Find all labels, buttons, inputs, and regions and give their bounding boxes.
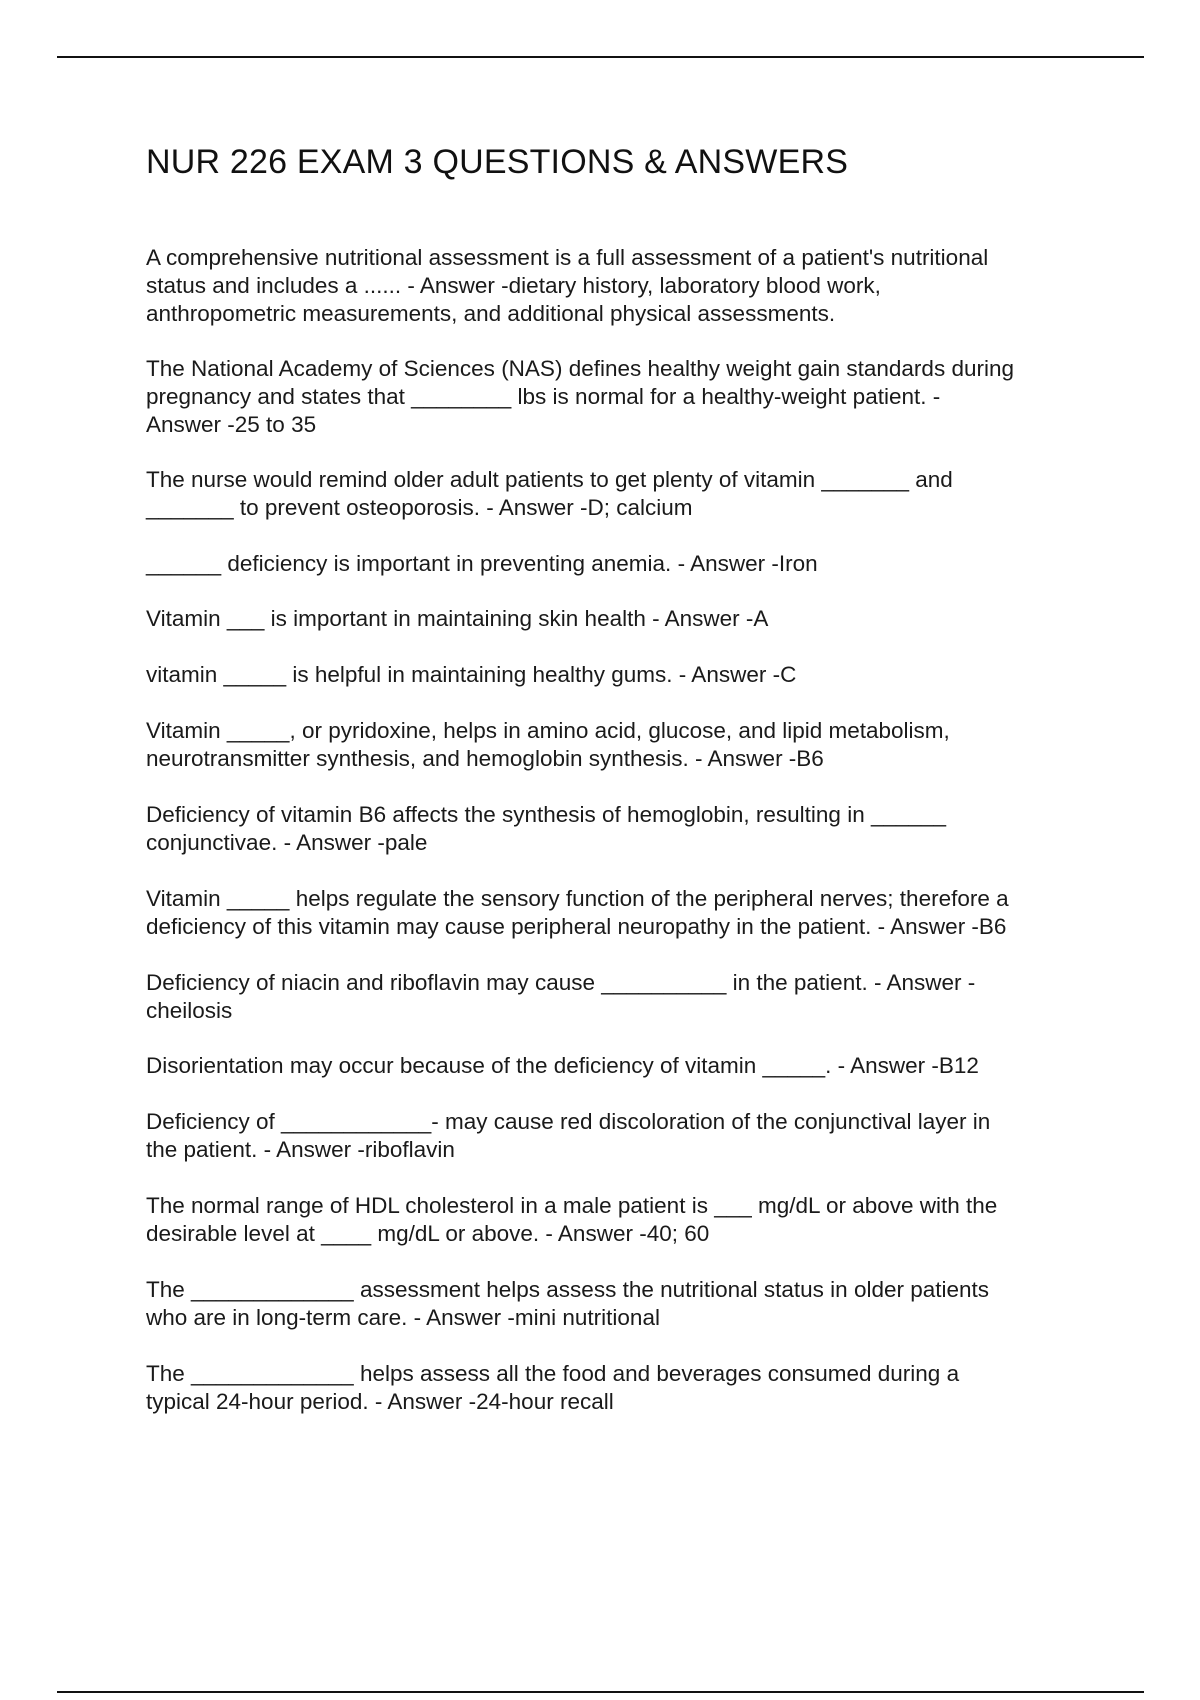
- page-title: NUR 226 EXAM 3 QUESTIONS & ANSWERS: [146, 143, 849, 181]
- qa-item-9: Vitamin _____ helps regulate the sensory function of the peripheral nerves; therefore a deficiency of this vitamin may cause peripheral neuropathy in the patient. - Answer -B6: [146, 886, 1009, 939]
- qa-item-4: ______ deficiency is important in preventing anemia. - Answer -Iron: [146, 551, 818, 576]
- qa-item-5: Vitamin ___ is important in maintaining skin health - Answer -A: [146, 606, 769, 631]
- qa-item-11: Disorientation may occur because of the deficiency of vitamin _____. - Answer -B12: [146, 1053, 979, 1078]
- qa-item-10: Deficiency of niacin and riboflavin may cause __________ in the patient. - Answer - cheilosis: [146, 970, 976, 1023]
- qa-item-1: A comprehensive nutritional assessment is a full assessment of a patient's nutritional status and includes a ...... - Answer -dietary history, laboratory blood work, anthropometric measurements, and additional physical assessments.: [146, 245, 989, 326]
- qa-item-15: The _____________ helps assess all the food and beverages consumed during a typical 24-hour period. - Answer -24-hour recall: [146, 1361, 960, 1414]
- qa-item-14: The _____________ assessment helps assess the nutritional status in older patients who are in long-term care. - Answer -mini nutritional: [146, 1277, 990, 1330]
- qa-item-7: Vitamin _____, or pyridoxine, helps in amino acid, glucose, and lipid metabolism, neurotransmitter synthesis, and hemoglobin synthesis. - Answer -B6: [146, 718, 950, 771]
- qa-item-2: The National Academy of Sciences (NAS) defines healthy weight gain standards during pregnancy and states that ________ lbs is normal for a healthy-weight patient. - Answer -25 to 35: [146, 356, 1014, 437]
- qa-item-8: Deficiency of vitamin B6 affects the synthesis of hemoglobin, resulting in ______ conjunctivae. - Answer -pale: [146, 802, 947, 855]
- qa-item-6: vitamin _____ is helpful in maintaining healthy gums. - Answer -C: [146, 662, 797, 687]
- qa-item-13: The normal range of HDL cholesterol in a male patient is ___ mg/dL or above with the desirable level at ____ mg/dL or above. - Answer -40; 60: [146, 1193, 998, 1246]
- bottom-rule: [57, 1691, 1144, 1693]
- qa-item-12: Deficiency of ____________- may cause red discoloration of the conjunctival layer in the patient. - Answer -riboflavin: [146, 1109, 991, 1162]
- qa-item-3: The nurse would remind older adult patients to get plenty of vitamin _______ and _______ to prevent osteoporosis. - Answer -D; calcium: [146, 467, 953, 520]
- top-rule: [57, 56, 1144, 58]
